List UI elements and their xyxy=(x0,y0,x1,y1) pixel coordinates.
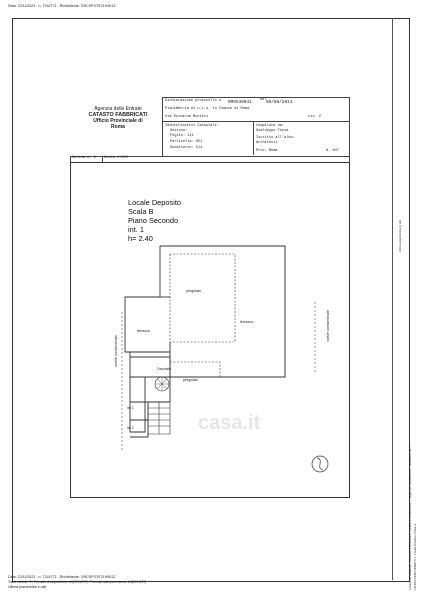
north-arrow-icon xyxy=(312,456,328,472)
compilata-name: Gualdoppo Tonia xyxy=(256,129,289,133)
label-terrazzo-left: terrazzo xyxy=(137,329,150,333)
side-text-col1: Catasto dei Fabbricati - Situazione al 22/11/2023 - Comune di ROMA(H501) - < Foglio 111 - Particella 651 - Subalterno 514 > xyxy=(409,446,412,590)
prov-number: N. 647 xyxy=(326,149,339,153)
plan-title-line4: int. 1 xyxy=(128,225,145,234)
right-margin-note: Ultima planimetria in atti xyxy=(398,220,402,253)
scheda-text: Scheda n. 2 xyxy=(72,156,96,160)
civ-text: civ. 2 xyxy=(308,115,321,119)
scala-text: Scala 1:200 xyxy=(104,156,128,160)
label-deposito: Deposito xyxy=(157,367,172,371)
sezione-text: Sezione: xyxy=(170,129,188,133)
prov-label: Prov. Roma xyxy=(256,149,278,153)
header-divider-1 xyxy=(162,121,349,122)
header-divider-v xyxy=(253,121,254,155)
label-pergolato-bottom: pergolato xyxy=(183,378,198,382)
label-int1: int 1 xyxy=(127,406,134,410)
top-request-line: Data: 22/11/2023 - n. T24//771 - Richiedente: GRCSPI79T21H501Z xyxy=(8,4,116,8)
bottom-line3: Ultima planimetria in atti xyxy=(8,585,47,589)
address-text: Via Riccardo Moretti xyxy=(165,115,209,119)
dichiarazione-number: RM0539041 xyxy=(228,100,252,105)
dichiarazione-label: Dichiarazione protocollo n. xyxy=(165,99,224,103)
right-border-line xyxy=(392,18,393,580)
plan-title-line2: Scala B xyxy=(128,207,154,216)
bottom-line1: Data: 22/11/2023 - n. T24//771 - Richiedente: GRCSPI79T21H501Z xyxy=(8,575,116,579)
plan-title-line3: Piano Secondo xyxy=(128,216,179,225)
plan-title-line5: h= 2.40 xyxy=(128,234,153,243)
agency-line1: Agenzia delle Entrate xyxy=(94,106,142,112)
bottom-line2: Totale schede: 2 - Formato di acquisizione: A4(210x297) - Formato stampa richiesto: A4(210x297) xyxy=(8,580,147,584)
del-label: del xyxy=(260,98,267,102)
agency-line3: Ufficio Provinciale di xyxy=(93,118,143,125)
agency-line4: Roma xyxy=(111,124,125,131)
label-cortile-right: cortile condominiale xyxy=(326,310,330,342)
label-int2: int 2 xyxy=(127,426,134,430)
iscritto-label: Iscritto all'albo: xyxy=(256,136,295,140)
iscritto-value: Architetti xyxy=(256,141,278,145)
subalterno-text: Subalterno: 514 xyxy=(170,146,203,150)
side-text-col2: VIA RICCARDO MORETTI n. 2 Scala B Interno 1 Piano 2 xyxy=(414,523,417,590)
label-terrazzo-right: terrazzo xyxy=(240,320,253,324)
particella-text: Particella: 651 xyxy=(170,140,203,144)
ident-label: Identificativi Catastali: xyxy=(165,124,219,128)
compilata-label: Compilata da: xyxy=(256,124,285,128)
label-pergolato-top: pergolato xyxy=(186,289,201,293)
plan-title xyxy=(128,198,181,243)
del-date: 08/08/2014 xyxy=(266,100,293,105)
floor-plan xyxy=(70,162,348,496)
foglio-text: Foglio: 111 xyxy=(170,134,194,138)
watermark: casa.it xyxy=(198,412,261,434)
plan-title-line1: Locale Deposito xyxy=(128,198,182,207)
agency-block xyxy=(78,106,158,130)
label-cortile-left: cortile condominiale xyxy=(114,335,118,367)
planimetria-text: Planimetria di u.i.u. in Comune di Roma xyxy=(165,107,250,111)
agency-line2: CATASTO FABBRICATI xyxy=(88,112,148,118)
